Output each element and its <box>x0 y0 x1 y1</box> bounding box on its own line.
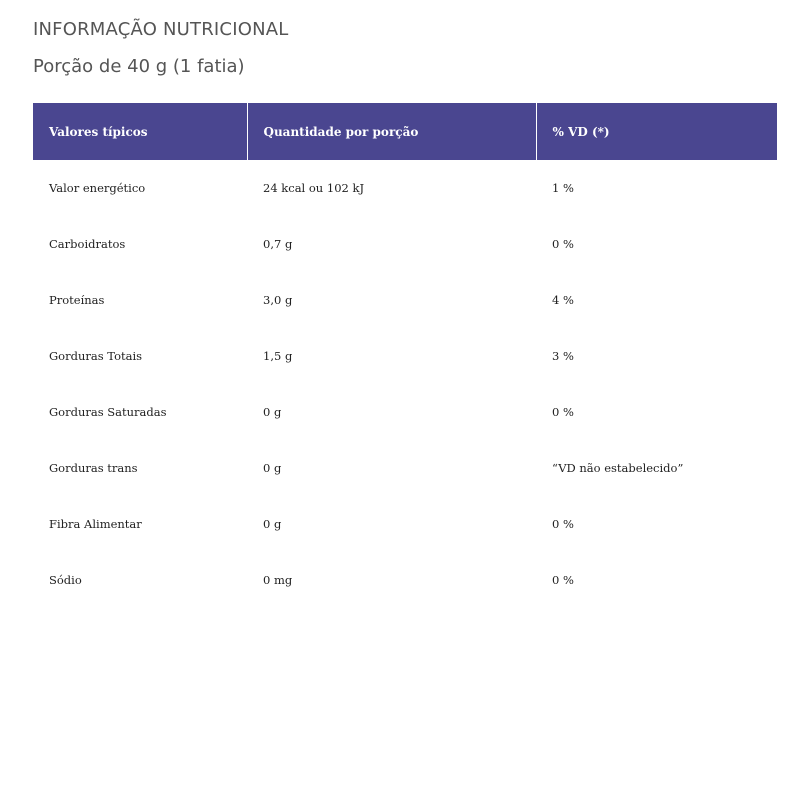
dv-cell: 0 % <box>552 517 574 531</box>
table-row <box>33 496 777 552</box>
table-row <box>33 440 777 496</box>
amount-cell: 0 g <box>263 461 282 475</box>
nutrient-cell: Fibra Alimentar <box>49 517 142 531</box>
nutrient-cell: Gorduras Saturadas <box>49 405 167 419</box>
nutrient-cell: Gorduras trans <box>49 461 138 475</box>
serving-size: Porção de 40 g (1 fatia) <box>33 56 245 77</box>
table-row <box>33 272 777 328</box>
nutrient-cell: Carboidratos <box>49 237 126 251</box>
table-row <box>33 160 777 216</box>
dv-cell: 3 % <box>552 349 574 363</box>
amount-cell: 0 g <box>263 405 282 419</box>
amount-cell: 0 mg <box>263 573 293 587</box>
table-row <box>33 328 777 384</box>
amount-cell: 1,5 g <box>263 349 293 363</box>
table-header <box>33 103 777 160</box>
nutrient-cell: Gorduras Totais <box>49 349 143 363</box>
column-header-dv: % VD (*) <box>536 103 777 160</box>
dv-cell: 0 % <box>552 573 574 587</box>
page-title: INFORMAÇÃO NUTRICIONAL <box>33 19 289 40</box>
dv-cell: 1 % <box>552 181 574 195</box>
amount-cell: 3,0 g <box>263 293 293 307</box>
header-row <box>33 103 777 160</box>
nutrient-cell: Sódio <box>49 573 82 587</box>
dv-cell: 0 % <box>552 237 574 251</box>
amount-cell: 0 g <box>263 517 282 531</box>
dv-cell: 0 % <box>552 405 574 419</box>
nutrition-table <box>33 103 777 608</box>
nutrient-cell: Valor energético <box>49 181 146 195</box>
dv-cell: “VD não estabelecido” <box>552 461 684 475</box>
table-row <box>33 552 777 608</box>
amount-cell: 24 kcal ou 102 kJ <box>263 181 365 195</box>
column-header-nutrient: Valores típicos <box>33 103 247 160</box>
table-row <box>33 384 777 440</box>
nutrient-cell: Proteínas <box>49 293 105 307</box>
table-body <box>33 160 777 608</box>
amount-cell: 0,7 g <box>263 237 293 251</box>
dv-cell: 4 % <box>552 293 574 307</box>
table-row <box>33 216 777 272</box>
column-header-amount: Quantidade por porção <box>247 103 536 160</box>
